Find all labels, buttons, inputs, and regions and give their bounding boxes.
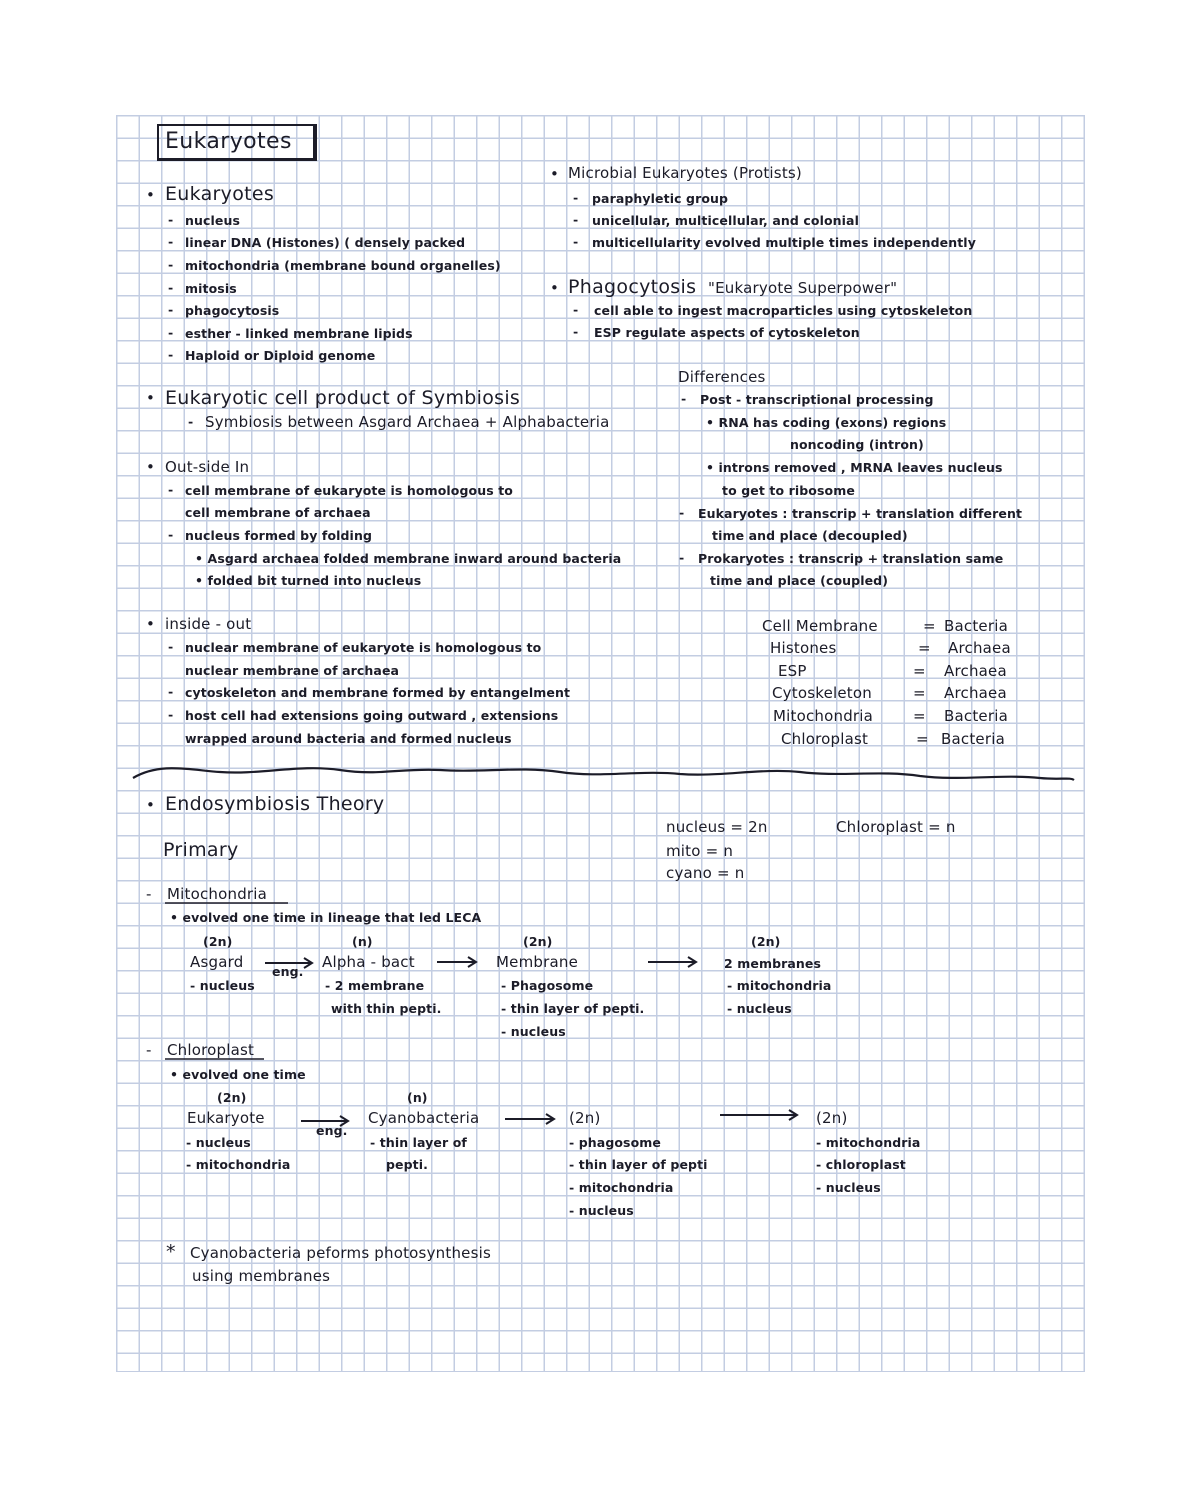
stage-detail: - thin layer of	[370, 1135, 467, 1150]
dash: -	[573, 324, 579, 339]
list-item: phagocytosis	[185, 303, 280, 318]
stage-detail: - Phagosome	[501, 978, 594, 993]
eukaryotes-heading: Eukaryotes	[165, 183, 275, 205]
list-item: cell membrane of archaea	[185, 505, 371, 520]
sub-item: • Asgard archaea folded membrane inward around bacteria	[195, 551, 622, 566]
bullet: •	[550, 279, 560, 297]
stage-name: (2n)	[569, 1109, 601, 1127]
list-item: time and place (coupled)	[710, 573, 889, 588]
engulf-label: eng.	[316, 1123, 348, 1138]
origin-equals: =	[913, 662, 926, 680]
ploidy-label: (2n)	[751, 934, 781, 949]
primary-label: Primary	[163, 839, 239, 861]
bullet: •	[146, 796, 156, 814]
list-item: paraphyletic group	[592, 191, 729, 206]
stage-name: 2 membranes	[724, 956, 822, 971]
ploidy-label: (2n)	[523, 934, 553, 949]
stage-name: Cyanobacteria	[368, 1109, 480, 1127]
dash: -	[168, 280, 174, 295]
note: • evolved one time	[170, 1067, 306, 1082]
list-item: Eukaryotes : transcrip + translation different	[698, 506, 1023, 521]
list-item: unicellular, multicellular, and colonial	[592, 213, 859, 228]
stage-detail: - mitochondria	[569, 1180, 674, 1195]
origin-component: Cell Membrane	[762, 617, 878, 635]
origin-equals: =	[916, 730, 929, 748]
stage-name: Eukaryote	[187, 1109, 265, 1127]
list-item: Haploid or Diploid genome	[185, 348, 376, 363]
stage-detail: - nucleus	[569, 1203, 634, 1218]
arrow-icon	[720, 1110, 797, 1120]
list-item: nucleus	[185, 213, 241, 228]
ploidy-note: nucleus = 2n	[666, 818, 768, 836]
arrow-icon	[648, 957, 696, 967]
list-item: time and place (decoupled)	[712, 528, 908, 543]
stage-detail: - 2 membrane	[325, 978, 425, 993]
stage-detail: - nucleus	[727, 1001, 792, 1016]
chloroplast-heading: Chloroplast	[167, 1041, 255, 1059]
origin-source: Bacteria	[944, 707, 1008, 725]
symbiosis-heading: Eukaryotic cell product of Symbiosis	[165, 387, 521, 409]
dash: -	[681, 391, 687, 406]
origin-component: Histones	[770, 639, 837, 657]
origin-equals: =	[913, 707, 926, 725]
dash: -	[168, 482, 174, 497]
dash: -	[168, 347, 174, 362]
endosymbiosis-heading: Endosymbiosis Theory	[165, 793, 385, 815]
protists-heading: Microbial Eukaryotes (Protists)	[568, 164, 802, 182]
origin-source: Bacteria	[941, 730, 1005, 748]
stage-name: Alpha - bact	[322, 953, 415, 971]
dash: -	[573, 234, 579, 249]
stage-detail: with thin pepti.	[331, 1001, 442, 1016]
ploidy-label: (n)	[407, 1090, 428, 1105]
origin-equals: =	[923, 617, 936, 635]
dash: -	[146, 1041, 152, 1059]
stage-name: Membrane	[496, 953, 578, 971]
stage-detail: - nucleus	[190, 978, 255, 993]
wavy-divider	[133, 768, 1074, 780]
stage-detail: - phagosome	[569, 1135, 661, 1150]
mitochondria-heading: Mitochondria	[167, 885, 268, 903]
sub-item: • RNA has coding (exons) regions	[706, 415, 947, 430]
list-item: Post - transcriptional processing	[700, 392, 934, 407]
stage-detail: - nucleus	[816, 1180, 881, 1195]
ploidy-label: (2n)	[217, 1090, 247, 1105]
stage-name: (2n)	[816, 1109, 848, 1127]
arrow-icon	[437, 957, 476, 967]
dash: -	[168, 257, 174, 272]
phagocytosis-quote: "Eukaryote Superpower"	[708, 279, 898, 297]
page-title: Eukaryotes	[165, 129, 292, 154]
dash: -	[146, 885, 152, 903]
stage-detail: - chloroplast	[816, 1157, 906, 1172]
bullet: •	[146, 458, 156, 476]
dash: -	[168, 302, 174, 317]
origin-component: Chloroplast	[781, 730, 869, 748]
dash: -	[168, 639, 174, 654]
stage-detail: - mitochondria	[816, 1135, 921, 1150]
star-icon: *	[166, 1241, 176, 1263]
list-item: nucleus formed by folding	[185, 528, 372, 543]
list-item: cell membrane of eukaryote is homologous to	[185, 483, 513, 498]
list-item: Prokaryotes : transcrip + translation same	[698, 551, 1004, 566]
ploidy-note: mito = n	[666, 842, 734, 860]
dash: -	[679, 550, 685, 565]
origin-equals: =	[913, 684, 926, 702]
list-item: esther - linked membrane lipids	[185, 326, 413, 341]
footnote-line: using membranes	[192, 1267, 331, 1285]
footnote-line: Cyanobacteria peforms photosynthesis	[190, 1244, 491, 1262]
dash: -	[168, 527, 174, 542]
dash: -	[573, 302, 579, 317]
dash: -	[168, 234, 174, 249]
stage-detail: - nucleus	[186, 1135, 251, 1150]
sub-item: to get to ribosome	[722, 483, 855, 498]
list-item: Symbiosis between Asgard Archaea + Alphabacteria	[205, 413, 610, 431]
list-item: host cell had extensions going outward , extensions	[185, 708, 559, 723]
stage-detail: - thin layer of pepti.	[501, 1001, 645, 1016]
stage-detail: - nucleus	[501, 1024, 566, 1039]
origin-component: Mitochondria	[773, 707, 874, 725]
dash: -	[168, 707, 174, 722]
dash: -	[168, 325, 174, 340]
arrow-icon	[505, 1114, 554, 1124]
note: • evolved one time in lineage that led LECA	[170, 910, 482, 925]
list-item: nuclear membrane of eukaryote is homologous to	[185, 640, 542, 655]
list-item: linear DNA (Histones) ( densely packed	[185, 235, 466, 250]
inside-out-heading: inside - out	[165, 615, 252, 633]
origin-source: Bacteria	[944, 617, 1008, 635]
dash: -	[188, 414, 194, 429]
stage-name: Asgard	[190, 953, 244, 971]
origin-source: Archaea	[944, 684, 1007, 702]
sub-item: • folded bit turned into nucleus	[195, 573, 422, 588]
list-item: wrapped around bacteria and formed nucleus	[185, 731, 512, 746]
dash: -	[573, 212, 579, 227]
outside-in-heading: Out-side In	[165, 458, 250, 476]
list-item: mitosis	[185, 281, 237, 296]
origin-source: Archaea	[948, 639, 1011, 657]
stage-detail: - mitochondria	[727, 978, 832, 993]
dash: -	[573, 190, 579, 205]
bullet: •	[146, 186, 156, 204]
list-item: cell able to ingest macroparticles using cytoskeleton	[594, 303, 973, 318]
stage-detail: - mitochondria	[186, 1157, 291, 1172]
bullet: •	[146, 389, 156, 407]
dash: -	[679, 505, 685, 520]
differences-heading: Differences	[678, 368, 766, 386]
ploidy-label: (n)	[352, 934, 373, 949]
engulf-label: eng.	[272, 964, 304, 979]
bullet: •	[550, 165, 560, 183]
dash: -	[168, 684, 174, 699]
list-item: nuclear membrane of archaea	[185, 663, 400, 678]
phagocytosis-heading: Phagocytosis	[568, 276, 697, 298]
stage-detail: - thin layer of pepti	[569, 1157, 708, 1172]
origin-component: Cytoskeleton	[772, 684, 872, 702]
list-item: ESP regulate aspects of cytoskeleton	[594, 325, 860, 340]
origin-source: Archaea	[944, 662, 1007, 680]
sub-item: • introns removed , MRNA leaves nucleus	[706, 460, 1003, 475]
sub-item: noncoding (intron)	[790, 437, 924, 452]
ploidy-note: cyano = n	[666, 864, 745, 882]
list-item: cytoskeleton and membrane formed by entangelment	[185, 685, 571, 700]
ploidy-note: Chloroplast = n	[836, 818, 956, 836]
origin-component: ESP	[778, 662, 807, 680]
origin-equals: =	[918, 639, 931, 657]
list-item: multicellularity evolved multiple times independently	[592, 235, 976, 250]
ploidy-label: (2n)	[203, 934, 233, 949]
list-item: mitochondria (membrane bound organelles)	[185, 258, 501, 273]
stage-detail: pepti.	[386, 1157, 428, 1172]
bullet: •	[146, 615, 156, 633]
dash: -	[168, 212, 174, 227]
